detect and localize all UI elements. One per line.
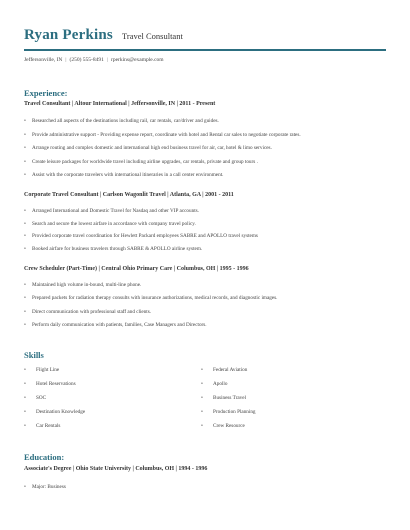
skill-item: • Apollo — [201, 381, 256, 395]
skill-item: • Hotel Reservations — [24, 381, 85, 395]
list-item: • Assist with the corporate travelers with international itineraries in a call center environment. — [24, 173, 390, 187]
job-heading: Travel Consultant | Altour International | Jeffersonville, IN | 2011 - Present — [24, 101, 216, 107]
job-bullet-list — [24, 209, 390, 260]
list-item: • Arranged International and Domestic Travel for Nasdaq and other VIP accounts. — [24, 209, 390, 222]
skill-item: • SOC — [24, 395, 85, 409]
contact-location: Jeffersonville, IN — [24, 57, 63, 63]
skill-item: • Crew Resource — [201, 423, 256, 437]
skill-item: • Destination Knowledge — [24, 409, 85, 423]
list-item: • Search and secure the lowest airfare in accordance with company travel policy. — [24, 222, 390, 235]
skill-item: • Flight Line — [24, 367, 85, 381]
job-bullet-list — [24, 119, 390, 187]
list-item: • Maintained high volume in-bound, multi-line phone. — [24, 283, 390, 296]
skills-list-left — [24, 367, 85, 437]
job-bullet-list — [24, 283, 390, 336]
list-item: • Arrange routing and complex domestic and international high end business travel for air, car, hotel & limo services. — [24, 146, 390, 160]
skill-item: • Car Rentals — [24, 423, 85, 437]
education-heading: Education: — [24, 452, 65, 462]
separator: | — [106, 57, 108, 63]
job-heading: Crew Scheduler (Part-Time) | Central Ohio Primary Care | Columbus, OH | 1995 - 1996 — [24, 266, 249, 272]
skills-heading: Skills — [24, 350, 44, 360]
experience-heading: Experience: — [24, 88, 68, 98]
separator: | — [65, 57, 67, 63]
list-item: • Create leisure packages for worldwide travel including airline upgrades, car rentals, private and group tours . — [24, 160, 390, 174]
list-item: • Researched all aspects of the destinations including rail, car rentals, car/driver and guides. — [24, 119, 390, 133]
list-item: • Major: Business — [24, 485, 390, 497]
list-item: • Prepared packets for radiation therapy consults with insurance authorizations, medical records, and diagnostic images. — [24, 296, 390, 309]
skill-item: • Production Planning — [201, 409, 256, 423]
contact-line — [24, 57, 164, 63]
education-bullet-list — [24, 485, 390, 497]
education-entry-heading: Associate's Degree | Ohio State University | Columbus, OH | 1994 - 1996 — [24, 466, 208, 472]
list-item: • Provided corporate travel coordination for Hewlett Packard employees SABRE and APOLLO travel systems — [24, 234, 390, 247]
contact-email[interactable]: rperkins@example.com — [110, 57, 164, 63]
skill-item: • Business Travel — [201, 395, 256, 409]
skill-item: • Federal Aviation — [201, 367, 256, 381]
resume-header — [24, 26, 386, 44]
skills-list-right — [201, 367, 256, 437]
candidate-name: Ryan Perkins — [24, 27, 113, 43]
job-heading: Corporate Travel Consultant | Carlson Wagonlit Travel | Atlanta, GA | 2001 - 2011 — [24, 192, 234, 198]
contact-phone: (250) 555-8491 — [69, 57, 104, 63]
list-item: • Direct communication with professional staff and clients. — [24, 310, 390, 323]
list-item: • Booked airfare for business travelers through SABRE & APOLLO airline system. — [24, 247, 390, 260]
candidate-role: Travel Consultant — [121, 31, 183, 41]
list-item: • Provide administrative support - Providing expense report, coordinate with hotel and Rental car sales to negotiate corporate rates. — [24, 133, 390, 147]
list-item: • Perform daily communication with patients, families, Case Managers and Directors. — [24, 323, 390, 336]
header-divider — [24, 49, 386, 51]
